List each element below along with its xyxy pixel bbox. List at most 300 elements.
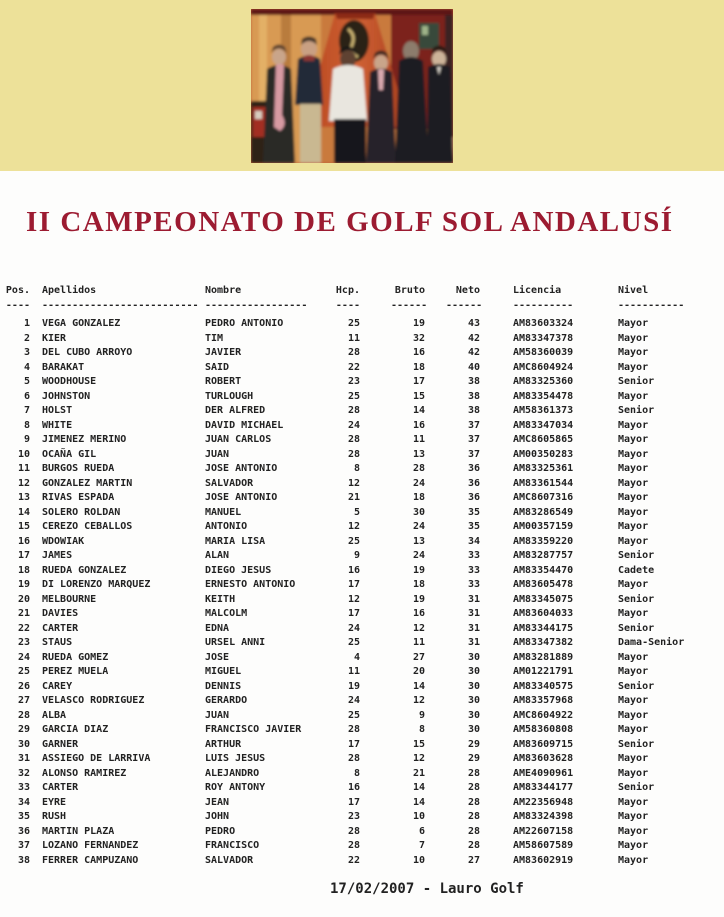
cell-neto: 30 (467, 709, 480, 721)
cell-licencia: AM00357159 (513, 521, 574, 532)
cell-pos: 3 (23, 347, 30, 358)
cell-neto: 30 (467, 680, 480, 692)
cell-hcp: 28 (347, 724, 360, 735)
table-row (0, 579, 724, 594)
cell-neto: 28 (467, 840, 480, 851)
cell-nombre: DIEGO JESUS (205, 564, 272, 576)
header-neto: Neto (455, 285, 480, 296)
cell-pos: 27 (17, 695, 30, 706)
cell-nombre: DAVID MICHAEL (205, 419, 284, 431)
cell-nombre: JEAN (205, 796, 230, 808)
cell-apellidos: MARTIN PLAZA (42, 825, 115, 837)
cell-bruto: 10 (412, 811, 425, 822)
cell-neto: 43 (467, 318, 480, 329)
cell-pos: 2 (23, 332, 30, 344)
table-row (0, 695, 724, 710)
cell-pos: 19 (17, 579, 30, 590)
cell-bruto: 16 (412, 608, 425, 619)
cell-bruto: 27 (412, 651, 425, 663)
cell-licencia: AM83347378 (513, 332, 574, 344)
cell-pos: 9 (23, 434, 30, 445)
cell-bruto: 21 (412, 767, 425, 779)
cell-licencia: AM83286549 (513, 506, 574, 518)
cell-nombre: MARIA LISA (205, 535, 266, 547)
cell-licencia: AMC8604924 (513, 361, 574, 373)
cell-hcp: 9 (353, 550, 360, 561)
cell-nombre: SALVADOR (205, 854, 254, 866)
cell-bruto: 20 (412, 666, 425, 677)
cell-hcp: 25 (347, 318, 360, 329)
cell-nombre: ALEJANDRO (205, 767, 260, 779)
table-rows (0, 318, 724, 869)
cell-bruto: 14 (412, 405, 425, 416)
cell-bruto: 14 (412, 796, 425, 808)
cell-pos: 5 (23, 376, 30, 387)
cell-nombre: TURLOUGH (205, 390, 254, 402)
cell-apellidos: MELBOURNE (42, 593, 97, 605)
cell-pos: 35 (17, 811, 30, 822)
cell-bruto: 13 (412, 448, 425, 460)
cell-nombre: MIGUEL (205, 666, 242, 677)
cell-hcp: 22 (347, 361, 360, 373)
cell-bruto: 10 (412, 854, 425, 866)
cell-bruto: 12 (412, 753, 425, 764)
cell-neto: 33 (467, 564, 480, 576)
cell-neto: 42 (467, 347, 480, 358)
cell-nivel: Senior (618, 680, 655, 692)
table-row (0, 768, 724, 783)
cell-neto: 35 (467, 521, 480, 532)
cell-licencia: AM01221791 (513, 666, 574, 677)
underline-nombre: ----------------- (205, 300, 308, 311)
cell-pos: 14 (17, 506, 30, 518)
cell-pos: 10 (17, 448, 30, 460)
cell-nivel: Mayor (618, 666, 649, 677)
header-nivel: Nivel (618, 285, 649, 296)
cell-nivel: Mayor (618, 651, 649, 663)
cell-apellidos: BURGOS RUEDA (42, 463, 115, 474)
cell-hcp: 4 (353, 651, 360, 663)
cell-bruto: 18 (412, 492, 425, 503)
cell-nivel: Senior (618, 738, 655, 750)
cell-pos: 36 (17, 825, 30, 837)
header-licencia: Licencia (513, 285, 562, 296)
cell-neto: 34 (467, 535, 480, 547)
cell-nombre: FRANCISCO (205, 840, 260, 851)
cell-licencia: AME4090961 (513, 767, 574, 779)
cell-hcp: 23 (347, 811, 360, 822)
cell-nombre: PEDRO ANTONIO (205, 318, 284, 329)
cell-pos: 13 (17, 492, 30, 503)
cell-neto: 30 (467, 651, 480, 663)
cell-bruto: 18 (412, 361, 425, 373)
cell-hcp: 23 (347, 376, 360, 387)
cell-nivel: Mayor (618, 767, 649, 779)
cell-nivel: Mayor (618, 535, 649, 547)
cell-neto: 38 (467, 376, 480, 387)
cell-hcp: 8 (353, 767, 360, 779)
cell-apellidos: PEREZ MUELA (42, 666, 109, 677)
cell-pos: 21 (17, 608, 30, 619)
cell-bruto: 15 (412, 390, 425, 402)
cell-hcp: 8 (353, 463, 360, 474)
cell-hcp: 11 (347, 332, 360, 344)
table-row (0, 362, 724, 377)
cell-hcp: 12 (347, 521, 360, 532)
cell-licencia: AMC8605865 (513, 434, 574, 445)
underline-hcp: ---- (335, 300, 360, 311)
cell-licencia: AM22356948 (513, 796, 574, 808)
cell-nivel: Mayor (618, 419, 649, 431)
cell-apellidos: LOZANO FERNANDEZ (42, 840, 139, 851)
cell-nivel: Mayor (618, 825, 649, 837)
underline-neto: ------ (446, 300, 483, 311)
table-row (0, 753, 724, 768)
table-row (0, 449, 724, 464)
cell-licencia: AM58360039 (513, 347, 574, 358)
cell-licencia: AM83347382 (513, 637, 574, 648)
cell-nivel: Mayor (618, 608, 649, 619)
cell-neto: 33 (467, 550, 480, 561)
table-row (0, 811, 724, 826)
cell-hcp: 24 (347, 622, 360, 634)
cell-nombre: SAID (205, 361, 230, 373)
cell-nombre: JAVIER (205, 347, 242, 358)
cell-nivel: Mayor (618, 506, 649, 518)
header-bruto: Bruto (394, 285, 425, 296)
cell-nombre: JUAN (205, 709, 230, 721)
cell-nombre: EDNA (205, 622, 230, 634)
cell-bruto: 24 (412, 521, 425, 532)
cell-neto: 31 (467, 593, 480, 605)
cell-nombre: URSEL ANNI (205, 637, 266, 648)
cell-hcp: 19 (347, 680, 360, 692)
cell-nombre: ANTONIO (205, 521, 248, 532)
cell-hcp: 28 (347, 448, 360, 460)
cell-pos: 20 (17, 593, 30, 605)
cell-apellidos: VELASCO RODRIGUEZ (42, 695, 145, 706)
cell-nivel: Mayor (618, 796, 649, 808)
cell-bruto: 6 (418, 825, 425, 837)
cell-apellidos: GARNER (42, 738, 79, 750)
cell-neto: 42 (467, 332, 480, 344)
underline-pos: ---- (5, 300, 30, 311)
cell-bruto: 32 (412, 332, 425, 344)
cell-nivel: Mayor (618, 579, 649, 590)
cell-apellidos: RIVAS ESPADA (42, 492, 115, 503)
cell-licencia: AM83325361 (513, 463, 574, 474)
cell-apellidos: CEREZO CEBALLOS (42, 521, 133, 532)
cell-nombre: MANUEL (205, 506, 242, 518)
cell-pos: 33 (17, 782, 30, 793)
cell-pos: 22 (17, 622, 30, 634)
table-row (0, 608, 724, 623)
underline-nivel: ----------- (618, 300, 685, 311)
cell-apellidos: GONZALEZ MARTIN (42, 477, 133, 489)
cell-licencia: AM83602919 (513, 854, 574, 866)
cell-neto: 38 (467, 405, 480, 416)
table-row (0, 492, 724, 507)
table-row (0, 623, 724, 638)
underline-bruto: ------ (391, 300, 428, 311)
cell-apellidos: DI LORENZO MARQUEZ (42, 579, 151, 590)
cell-pos: 30 (17, 738, 30, 750)
cell-pos: 24 (17, 651, 30, 663)
cell-licencia: AM83325360 (513, 376, 574, 387)
cell-apellidos: ALONSO RAMIREZ (42, 767, 127, 779)
table-row (0, 507, 724, 522)
table-row (0, 565, 724, 580)
cell-hcp: 28 (347, 347, 360, 358)
cell-bruto: 18 (412, 579, 425, 590)
cell-nivel: Mayor (618, 463, 649, 474)
cell-pos: 28 (17, 709, 30, 721)
cell-pos: 15 (17, 521, 30, 532)
cell-nombre: ARTHUR (205, 738, 242, 750)
cell-licencia: AM00350283 (513, 448, 574, 460)
underline-licencia: ---------- (513, 300, 574, 311)
cell-nombre: GERARDO (205, 695, 248, 706)
cell-nivel: Mayor (618, 448, 649, 460)
group-photo-illustration (251, 9, 453, 163)
cell-neto: 29 (467, 738, 480, 750)
table-row (0, 420, 724, 435)
cell-apellidos: VEGA GONZALEZ (42, 318, 121, 329)
cell-pos: 29 (17, 724, 30, 735)
cell-apellidos: DEL CUBO ARROYO (42, 347, 133, 358)
cell-hcp: 28 (347, 840, 360, 851)
cell-pos: 23 (17, 637, 30, 648)
table-row (0, 826, 724, 841)
cell-bruto: 11 (412, 637, 425, 648)
group-photo (251, 9, 453, 163)
cell-hcp: 17 (347, 579, 360, 590)
cell-apellidos: GARCIA DIAZ (42, 724, 109, 735)
cell-pos: 6 (23, 390, 30, 402)
cell-hcp: 28 (347, 753, 360, 764)
cell-apellidos: FERRER CAMPUZANO (42, 854, 139, 866)
table-row (0, 855, 724, 870)
cell-bruto: 14 (412, 680, 425, 692)
cell-neto: 35 (467, 506, 480, 518)
cell-bruto: 19 (412, 318, 425, 329)
cell-licencia: AM83361544 (513, 477, 574, 489)
underline-apellidos: -------------------------- (42, 300, 199, 311)
cell-hcp: 12 (347, 593, 360, 605)
cell-nombre: KEITH (205, 593, 236, 605)
cell-hcp: 16 (347, 782, 360, 793)
table-row (0, 434, 724, 449)
cell-apellidos: SOLERO ROLDAN (42, 506, 121, 518)
cell-nivel: Senior (618, 593, 655, 605)
table-row (0, 710, 724, 725)
cell-neto: 28 (467, 811, 480, 822)
cell-apellidos: BARAKAT (42, 361, 85, 373)
cell-nivel: Mayor (618, 709, 649, 721)
cell-hcp: 17 (347, 738, 360, 750)
cell-bruto: 17 (412, 376, 425, 387)
cell-nivel: Mayor (618, 521, 649, 532)
cell-nivel: Senior (618, 405, 655, 416)
cell-nombre: TIM (205, 332, 224, 344)
cell-nivel: Mayor (618, 477, 649, 489)
cell-licencia: AMC8604922 (513, 709, 574, 721)
cell-pos: 16 (17, 535, 30, 547)
cell-pos: 31 (17, 753, 30, 764)
cell-licencia: AM83287757 (513, 550, 574, 561)
cell-bruto: 12 (412, 695, 425, 706)
cell-nivel: Mayor (618, 361, 649, 373)
cell-nombre: DENNIS (205, 680, 242, 692)
table-row (0, 405, 724, 420)
cell-apellidos: STAUS (42, 637, 73, 648)
cell-bruto: 12 (412, 622, 425, 634)
cell-apellidos: KIER (42, 332, 67, 344)
table-row (0, 521, 724, 536)
cell-neto: 28 (467, 796, 480, 808)
table-row (0, 782, 724, 797)
cell-nombre: PEDRO (205, 825, 236, 837)
cell-hcp: 17 (347, 608, 360, 619)
cell-hcp: 11 (347, 666, 360, 677)
cell-licencia: AM83603324 (513, 318, 574, 329)
cell-nivel: Mayor (618, 492, 649, 503)
cell-licencia: AM83605478 (513, 579, 574, 590)
cell-neto: 30 (467, 666, 480, 677)
cell-bruto: 15 (412, 738, 425, 750)
cell-pos: 7 (23, 405, 30, 416)
cell-bruto: 9 (418, 709, 425, 721)
table-row (0, 594, 724, 609)
cell-neto: 36 (467, 477, 480, 489)
cell-pos: 37 (17, 840, 30, 851)
cell-bruto: 16 (412, 419, 425, 431)
cell-licencia: AM83354470 (513, 564, 574, 576)
cell-licencia: AM83324398 (513, 811, 574, 822)
cell-neto: 31 (467, 622, 480, 634)
cell-neto: 38 (467, 390, 480, 402)
cell-pos: 1 (23, 318, 30, 329)
cell-nivel: Senior (618, 376, 655, 387)
cell-bruto: 8 (418, 724, 425, 735)
cell-licencia: AM83357968 (513, 695, 574, 706)
cell-neto: 29 (467, 753, 480, 764)
cell-bruto: 28 (412, 463, 425, 474)
cell-neto: 37 (467, 419, 480, 431)
cell-licencia: AM83344177 (513, 782, 574, 793)
cell-hcp: 17 (347, 796, 360, 808)
cell-pos: 4 (23, 361, 30, 373)
cell-licencia: AM83347034 (513, 419, 574, 431)
cell-bruto: 24 (412, 477, 425, 489)
cell-neto: 30 (467, 695, 480, 706)
cell-licencia: AM83345075 (513, 593, 574, 605)
cell-neto: 31 (467, 608, 480, 619)
table-row (0, 840, 724, 855)
cell-hcp: 16 (347, 564, 360, 576)
header-pos: Pos. (5, 285, 30, 296)
results-table (0, 285, 724, 869)
cell-licencia: AM83281889 (513, 651, 574, 663)
cell-nombre: JUAN CARLOS (205, 434, 272, 445)
cell-hcp: 5 (353, 506, 360, 518)
cell-pos: 25 (17, 666, 30, 677)
cell-nivel: Dama-Senior (618, 637, 685, 648)
cell-licencia: AM83344175 (513, 622, 574, 634)
cell-pos: 38 (17, 854, 30, 866)
cell-apellidos: OCAÑA GIL (42, 448, 97, 460)
cell-hcp: 24 (347, 419, 360, 431)
cell-hcp: 24 (347, 695, 360, 706)
cell-hcp: 25 (347, 390, 360, 402)
cell-licencia: AM83609715 (513, 738, 574, 750)
cell-bruto: 16 (412, 347, 425, 358)
cell-pos: 32 (17, 767, 30, 779)
cell-nivel: Senior (618, 622, 655, 634)
cell-apellidos: CARTER (42, 622, 79, 634)
footer-date-course: 17/02/2007 - Lauro Golf (330, 881, 524, 897)
cell-nombre: FRANCISCO JAVIER (205, 724, 302, 735)
cell-licencia: AM83359220 (513, 535, 574, 547)
cell-neto: 27 (467, 854, 480, 866)
cell-nivel: Mayor (618, 854, 649, 866)
cell-licencia: AMC8607316 (513, 492, 574, 503)
cell-nivel: Mayor (618, 390, 649, 402)
cell-nivel: Mayor (618, 347, 649, 358)
cell-nivel: Mayor (618, 840, 649, 851)
cell-neto: 31 (467, 637, 480, 648)
cell-bruto: 13 (412, 535, 425, 547)
cell-nivel: Mayor (618, 811, 649, 822)
header-apellidos: Apellidos (42, 285, 97, 296)
cell-hcp: 28 (347, 825, 360, 837)
cell-bruto: 24 (412, 550, 425, 561)
cell-bruto: 14 (412, 782, 425, 793)
cell-nivel: Mayor (618, 724, 649, 735)
cell-apellidos: ASSIEGO DE LARRIVA (42, 753, 151, 764)
cell-licencia: AM22607158 (513, 825, 574, 837)
cell-licencia: AM58361373 (513, 405, 574, 416)
cell-hcp: 22 (347, 854, 360, 866)
cell-hcp: 25 (347, 637, 360, 648)
cell-nivel: Mayor (618, 695, 649, 706)
cell-neto: 40 (467, 361, 480, 373)
cell-neto: 33 (467, 579, 480, 590)
cell-hcp: 12 (347, 477, 360, 489)
cell-apellidos: RUSH (42, 811, 67, 822)
cell-hcp: 25 (347, 709, 360, 721)
cell-neto: 36 (467, 492, 480, 503)
cell-nombre: DER ALFRED (205, 405, 266, 416)
table-row (0, 463, 724, 478)
cell-neto: 37 (467, 434, 480, 445)
cell-licencia: AM83604033 (513, 608, 574, 619)
cell-nivel: Cadete (618, 564, 655, 576)
cell-pos: 18 (17, 564, 30, 576)
table-row (0, 391, 724, 406)
cell-hcp: 28 (347, 434, 360, 445)
table-header-row (0, 285, 724, 300)
cell-nombre: JOHN (205, 811, 230, 822)
cell-neto: 28 (467, 825, 480, 837)
cell-pos: 12 (17, 477, 30, 489)
cell-pos: 26 (17, 680, 30, 692)
cell-apellidos: WHITE (42, 419, 73, 431)
table-row (0, 637, 724, 652)
cell-nivel: Senior (618, 782, 655, 793)
cell-neto: 28 (467, 767, 480, 779)
cell-pos: 8 (23, 419, 30, 431)
